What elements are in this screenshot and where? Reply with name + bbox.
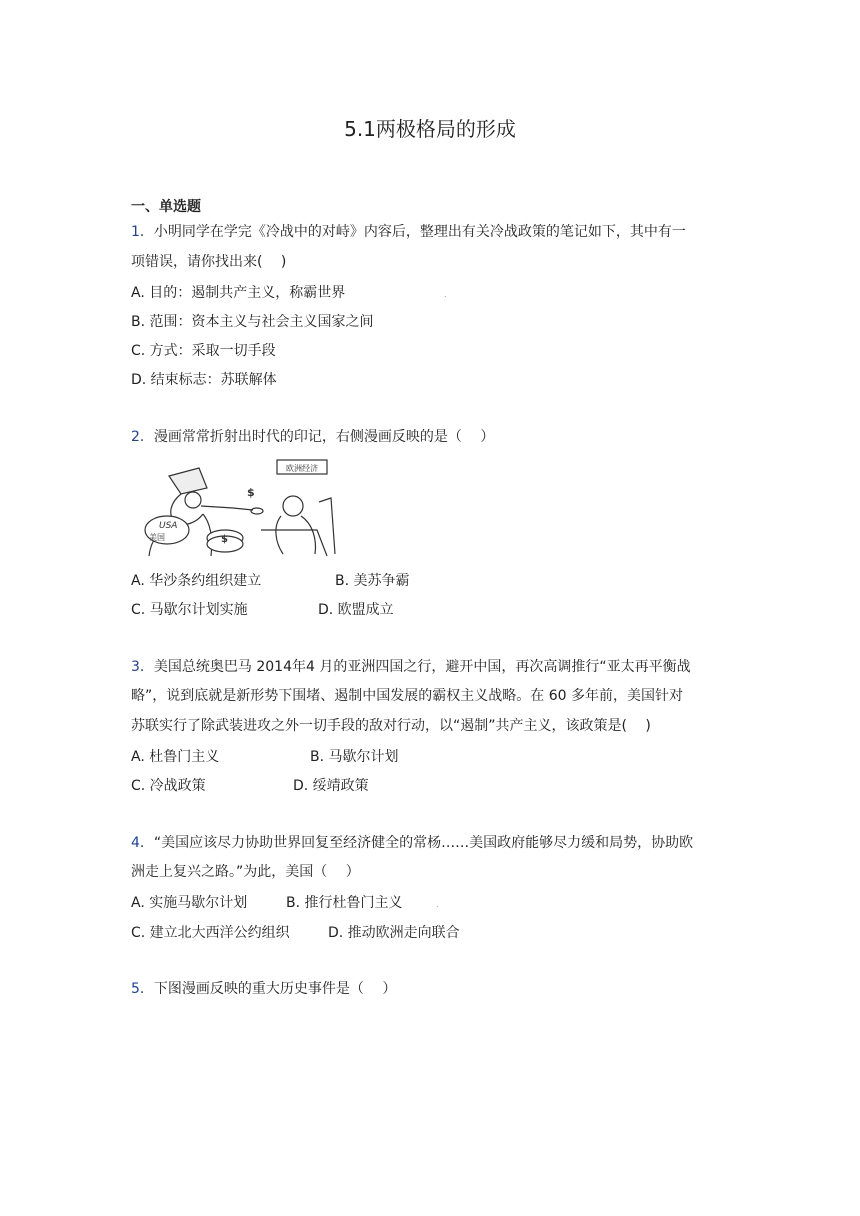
cartoon-coin-symbol: $ [221, 534, 228, 545]
question-2-option-a: A. 华沙条约组织建立 [131, 573, 262, 589]
question-3-option-b: B. 马歇尔计划 [310, 749, 399, 765]
question-1-stem [131, 222, 686, 242]
section-heading: 一、单选题 [131, 199, 201, 215]
question-4-stem [131, 833, 693, 853]
question-3-option-d: D. 绥靖政策 [293, 778, 369, 794]
question-1-option-b: B. 范围：资本主义与社会主义国家之间 [131, 314, 374, 330]
cartoon-bag-label-cn: 美国 [149, 533, 165, 542]
question-4-option-d: D. 推动欧洲走向联合 [328, 925, 460, 941]
question-4-number: 4． [131, 835, 154, 851]
question-2-option-d: D. 欧盟成立 [318, 602, 394, 618]
question-1-text-line2: 项错误，请你找出来( ) [131, 254, 287, 270]
question-4-option-c: C. 建立北大西洋公约组织 [131, 925, 290, 941]
question-5-stem [131, 979, 396, 999]
question-2-stem [131, 427, 494, 447]
question-1-number: 1． [131, 224, 154, 240]
question-3-text-line2: 略”，说到底就是新形势下围堵、遏制中国发展的霸权主义战略。在 60 多年前，美国针对 [131, 688, 683, 704]
question-1-option-c: C. 方式：采取一切手段 [131, 343, 276, 359]
question-2-number: 2． [131, 429, 154, 445]
question-4-option-b: B. 推行杜鲁门主义 [286, 895, 403, 911]
question-1-option-d: D. 结束标志：苏联解体 [131, 372, 277, 388]
cartoon-bag-label: USA [159, 521, 178, 531]
question-3-option-c: C. 冷战政策 [131, 778, 206, 794]
cartoon-image [141, 458, 337, 558]
stray-mark: . [444, 290, 447, 299]
question-1-text-line1: 小明同学在学完《冷战中的对峙》内容后，整理出有关冷战政策的笔记如下，其中有一 [153, 224, 686, 240]
question-5-number: 5． [131, 981, 154, 997]
question-5-text-line1: 下图漫画反映的重大历史事件是（ ） [153, 981, 397, 997]
question-3-stem [131, 657, 691, 677]
question-3-text-line1: 美国总统奥巴马 2014年4 月的亚洲四国之行，避开中国，再次高调推行“亚太再平衡战 [153, 659, 691, 675]
question-3-number: 3． [131, 659, 154, 675]
cartoon-dollar-symbol: $ [247, 486, 255, 499]
question-1-option-a: A. 目的：遏制共产主义，称霸世界 [131, 285, 346, 301]
document-title: 5.1两极格局的形成 [344, 117, 516, 141]
question-4-text-line1: “美国应该尽力协助世界回复至经济健全的常杨……美国政府能够尽力缓和局势，协助欧 [153, 835, 694, 851]
question-2-text-line1: 漫画常常折射出时代的印记，右侧漫画反映的是（ ） [153, 429, 495, 445]
stray-mark: . [436, 900, 439, 909]
question-2-option-c: C. 马歇尔计划实施 [131, 602, 248, 618]
question-4-text-line2: 洲走上复兴之路。”为此，美国（ ） [131, 864, 360, 880]
cartoon-sign-label: 欧洲经济 [286, 464, 318, 473]
question-4-option-a: A. 实施马歇尔计划 [131, 895, 248, 911]
question-2-option-b: B. 美苏争霸 [335, 573, 410, 589]
question-3-option-a: A. 杜鲁门主义 [131, 749, 220, 765]
question-3-text-line3: 苏联实行了除武装进攻之外一切手段的敌对行动，以“遏制”共产主义，该政策是( ) [131, 718, 651, 734]
